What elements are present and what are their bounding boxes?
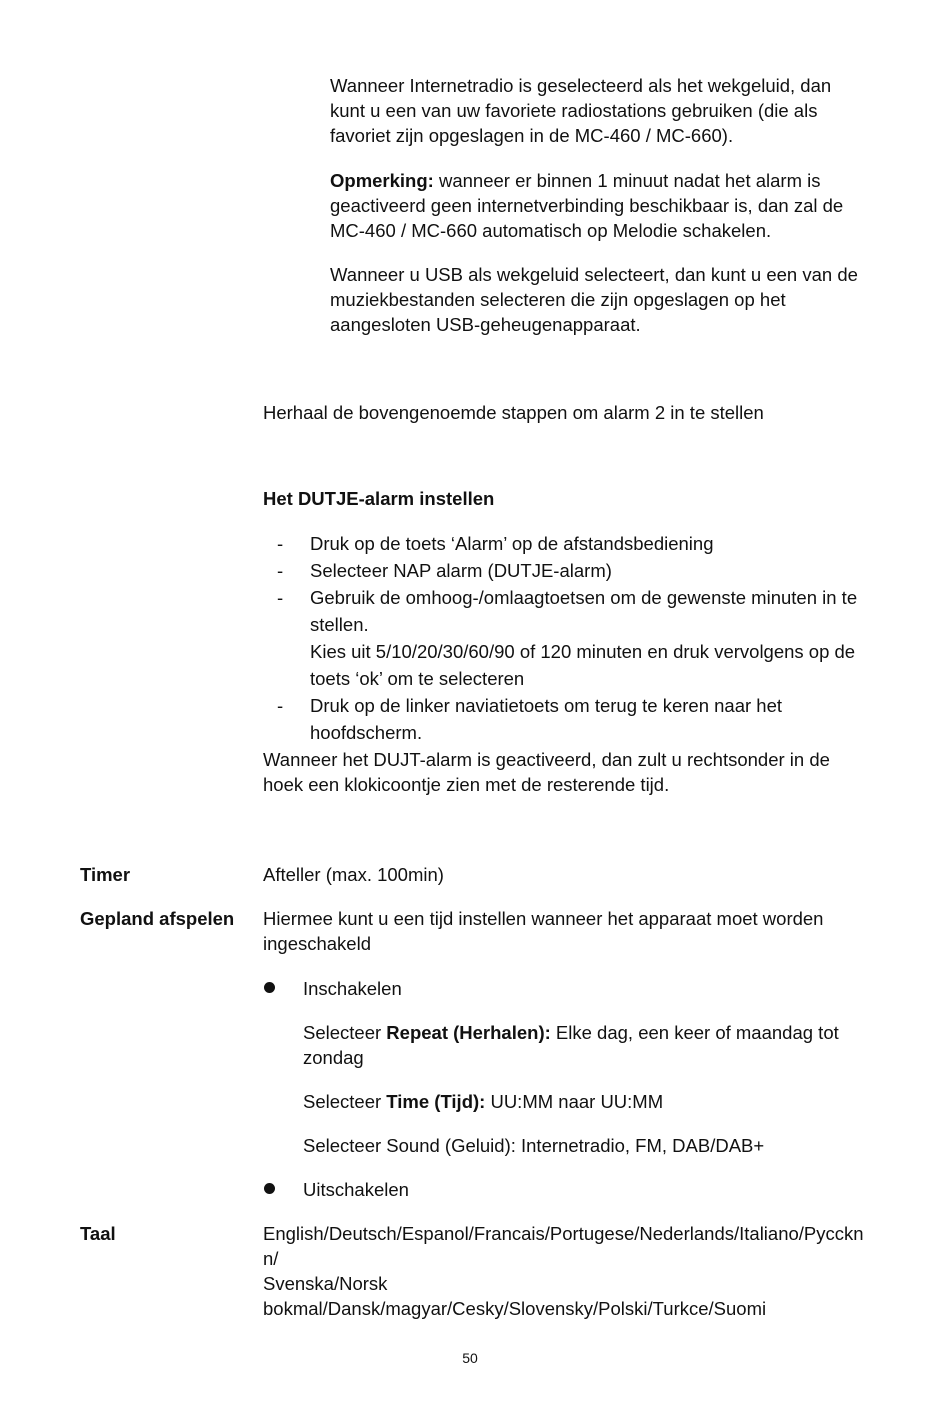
time-text: UU:MM naar UU:MM (485, 1091, 664, 1112)
bullet-icon (264, 1183, 275, 1194)
step-text: Druk op de linker naviatietoets om terug te keren naar het hoofdscherm. (310, 695, 783, 743)
scheduled-label: Gepland afspelen (80, 908, 235, 929)
repeat-setting-paragraph (303, 1020, 873, 1070)
repeat-alarm-paragraph: Herhaal de bovengenoemde stappen om alarm 2 in te stellen (263, 402, 764, 423)
note-paragraph (330, 168, 870, 243)
repeat-label: Repeat (Herhalen): (386, 1022, 551, 1043)
repeat-prefix: Selecteer (303, 1022, 387, 1043)
scheduled-text: Hiermee kunt u een tijd instellen wanneer het apparaat moet worden ingeschakeld (263, 908, 824, 954)
list-item (263, 530, 873, 557)
scheduled-off-text: Uitschakelen (303, 1179, 409, 1200)
dash-marker: - (277, 695, 284, 716)
sound-setting-paragraph: Selecteer Sound (Geluid): Internetradio, FM, DAB/DAB+ (303, 1135, 765, 1156)
bullet-icon (264, 982, 275, 993)
nap-heading: Het DUTJE-alarm instellen (263, 488, 495, 509)
dash-marker: - (277, 560, 284, 581)
step-subtext: Kies uit 5/10/20/30/60/90 of 120 minuten en druk vervolgens op de toets ‘ok’ om te selecteren (310, 641, 856, 689)
note-label: Opmerking: (330, 170, 434, 191)
page-number: 50 (462, 1350, 478, 1366)
internet-radio-paragraph: Wanneer Internetradio is geselecteerd als het wekgeluid, dan kunt u een van uw favoriete radiostations gebruiken (die als favoriet zijn opgeslagen in de MC-460 / MC-660). (330, 75, 832, 146)
list-item (263, 584, 873, 692)
nap-steps-list (263, 530, 873, 746)
repeat-text: Elke dag, een keer of maandag tot zondag (303, 1022, 839, 1068)
dash-marker: - (277, 533, 284, 554)
timer-text: Afteller (max. 100min) (263, 864, 444, 885)
time-prefix: Selecteer (303, 1091, 387, 1112)
language-label: Taal (80, 1223, 116, 1244)
scheduled-on-text: Inschakelen (303, 978, 402, 999)
nap-active-paragraph: Wanneer het DUJT-alarm is geactiveerd, dan zult u rechtsonder in de hoek een klokicoontje zien met de resterende tijd. (263, 749, 830, 795)
language-list (263, 1221, 873, 1321)
list-item (263, 692, 873, 746)
list-item (263, 557, 873, 584)
language-line: English/Deutsch/Espanol/Francais/Portugese/Nederlands/Italiano/Pyccknn/ (263, 1223, 864, 1269)
language-line: Svenska/Norsk (263, 1273, 388, 1294)
note-text: wanneer er binnen 1 minuut nadat het alarm is geactiveerd geen internetverbinding beschikbaar is, dan zal de MC-460 / MC-660 automatisch op Melodie schakelen. (330, 170, 844, 241)
step-text: Druk op de toets ‘Alarm’ op de afstandsbediening (310, 533, 714, 554)
language-line: bokmal/Dansk/magyar/Cesky/Slovensky/Polski/Turkce/Suomi (263, 1298, 767, 1319)
time-setting-paragraph (303, 1089, 663, 1114)
usb-paragraph: Wanneer u USB als wekgeluid selecteert, dan kunt u een van de muziekbestanden selecteren die zijn opgeslagen op het aangesloten USB-geheugenapparaat. (330, 264, 858, 335)
dash-marker: - (277, 587, 284, 608)
time-label: Time (Tijd): (386, 1091, 486, 1112)
timer-label: Timer (80, 864, 131, 885)
step-text: Selecteer NAP alarm (DUTJE-alarm) (310, 560, 612, 581)
step-text: Gebruik de omhoog-/omlaagtoetsen om de gewenste minuten in te stellen. (310, 587, 858, 635)
